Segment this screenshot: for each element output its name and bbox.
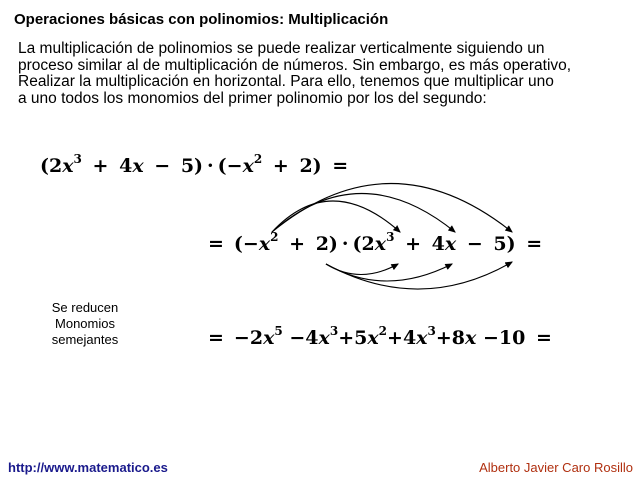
math-token: 2) [315, 233, 338, 255]
expression-original [40, 152, 352, 177]
intro-paragraph [18, 41, 618, 107]
math-operator: = [332, 155, 349, 177]
math-exponent: 2 [270, 230, 279, 244]
math-exponent: 5 [274, 324, 283, 338]
math-token: (− [233, 233, 259, 255]
math-variable: x [318, 327, 330, 349]
math-token: 5) [180, 155, 204, 177]
math-exponent: 3 [427, 324, 436, 338]
math-variable: x [242, 155, 254, 177]
math-exponent: 2 [253, 152, 263, 166]
math-token: −2 [233, 327, 264, 349]
math-token: (2 [352, 233, 375, 255]
intro-line: a uno todos los monomios del primer polinomio por los del segundo: [18, 89, 487, 107]
math-variable: x [132, 155, 144, 177]
math-exponent: 3 [329, 324, 339, 338]
math-variable: x [374, 233, 387, 255]
math-token: +5 [338, 327, 368, 349]
intro-line: Realizar la multiplicación en horizontal. Para ello, tenemos que multiplicar uno [18, 73, 554, 90]
math-variable: x [258, 233, 271, 255]
math-operator: · [341, 233, 349, 255]
side-note [40, 300, 130, 348]
math-operator: · [207, 155, 214, 177]
math-operator: + [405, 233, 421, 255]
math-operator: − [466, 233, 483, 255]
arrow-curve [326, 262, 512, 289]
intro-line: La multiplicación de polinomios se puede realizar verticalmente siguiendo un [18, 40, 545, 57]
math-operator: = [208, 233, 224, 255]
math-exponent: 3 [73, 152, 82, 166]
math-operator: = [208, 327, 224, 349]
math-token: (− [217, 155, 243, 177]
math-operator: − [154, 155, 171, 177]
math-token: 4 [431, 233, 445, 255]
math-variable: x [367, 327, 379, 349]
math-variable: x [444, 233, 457, 255]
math-token: +4 [387, 327, 417, 349]
arrow-curve [272, 201, 400, 232]
math-token: −10 [482, 327, 526, 349]
math-variable: x [263, 327, 275, 349]
page-title: Operaciones básicas con polinomios: Multiplicación [14, 11, 389, 28]
author-credit: Alberto Javier Caro Rosillo [479, 460, 633, 475]
math-operator: + [289, 233, 306, 255]
math-exponent: 2 [378, 324, 388, 338]
math-variable: x [62, 155, 74, 177]
math-token: (2 [40, 155, 63, 177]
math-operator: = [526, 233, 543, 255]
math-token: +8 [435, 327, 465, 349]
arrow-curve [326, 264, 452, 281]
math-token: 2) [299, 155, 322, 177]
arrow-curve [272, 184, 512, 233]
math-operator: + [92, 155, 109, 177]
math-exponent: 3 [386, 230, 395, 244]
side-note-line: semejantes [51, 332, 119, 347]
side-note-line: Monomios [55, 316, 115, 331]
intro-line: proceso similar al de multiplicación de números. Sin embargo, es más operativo, [18, 56, 572, 74]
math-token: −4 [289, 327, 319, 349]
math-variable: x [465, 327, 477, 349]
math-operator: = [535, 327, 552, 349]
math-operator: + [272, 155, 289, 177]
arrow-curve [272, 194, 455, 233]
side-note-line: Se reducen [51, 300, 119, 315]
arrow-curve [326, 264, 398, 275]
math-token: 5) [493, 233, 516, 255]
math-token: 4 [119, 155, 133, 177]
website-link[interactable]: http://www.matematico.es [8, 460, 168, 475]
math-variable: x [416, 327, 428, 349]
expression-result [202, 324, 556, 349]
expression-reordered [202, 230, 546, 255]
